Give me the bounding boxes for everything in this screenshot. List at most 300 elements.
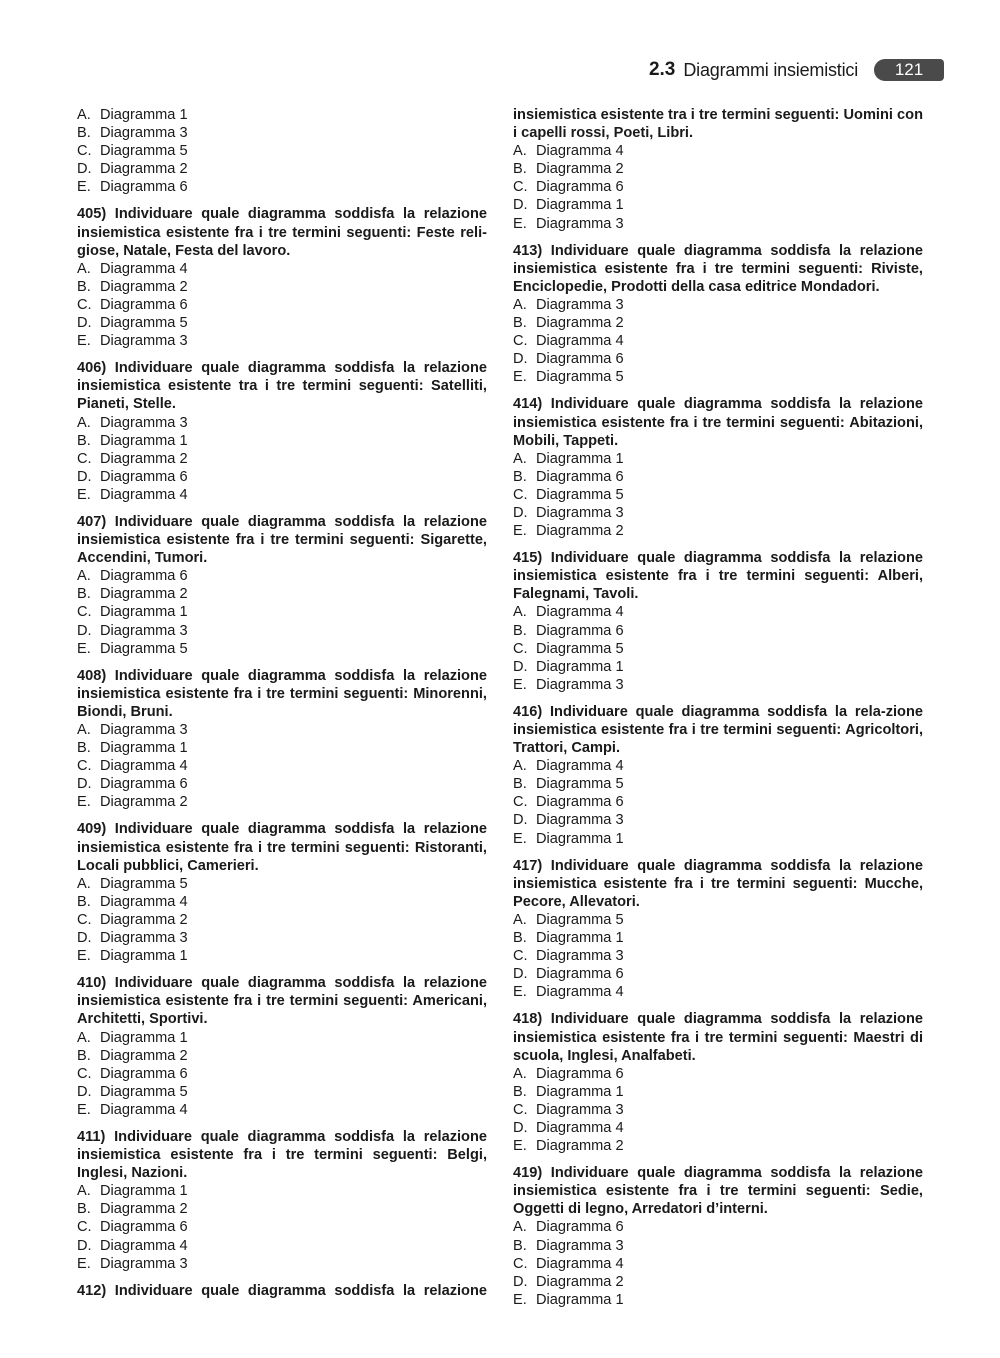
question-block bbox=[77, 205, 487, 350]
option-text: Diagramma 3 bbox=[536, 1101, 624, 1118]
section-title: Diagrammi insiemistici bbox=[683, 59, 858, 80]
option-text: Diagramma 2 bbox=[100, 911, 188, 928]
option-text: Diagramma 6 bbox=[536, 1219, 624, 1236]
option-text: Diagramma 2 bbox=[100, 586, 188, 603]
option-text: Diagramma 5 bbox=[100, 1083, 188, 1100]
option-text: Diagramma 3 bbox=[536, 812, 624, 829]
option-letter: A. bbox=[77, 875, 91, 892]
option-letter: D. bbox=[77, 161, 92, 178]
option-text: Diagramma 2 bbox=[100, 450, 188, 467]
question-text: 407) Individuare quale diagramma soddisfa la relazione insiemistica esistente fra i tre termini seguenti: Sigarette, Accendini, Tumori. bbox=[77, 513, 487, 567]
option-text: Diagramma 4 bbox=[100, 893, 188, 910]
answer-option bbox=[513, 504, 923, 522]
answer-option bbox=[513, 830, 923, 848]
option-text: Diagramma 3 bbox=[536, 1237, 624, 1254]
option-letter: D. bbox=[77, 468, 92, 485]
answer-option bbox=[513, 1255, 923, 1273]
option-letter: B. bbox=[77, 432, 91, 449]
answer-option bbox=[77, 1218, 487, 1236]
answer-options bbox=[77, 721, 487, 811]
answer-option bbox=[77, 1182, 487, 1200]
option-letter: A. bbox=[77, 1183, 91, 1200]
option-letter: B. bbox=[513, 468, 527, 485]
option-letter: A. bbox=[513, 604, 527, 621]
option-text: Diagramma 4 bbox=[100, 486, 188, 503]
option-text: Diagramma 1 bbox=[100, 1029, 188, 1046]
option-letter: E. bbox=[513, 830, 527, 847]
option-letter: E. bbox=[77, 486, 91, 503]
option-letter: B. bbox=[513, 161, 527, 178]
question-text: 415) Individuare quale diagramma soddisfa la relazione insiemistica esistente fra i tre termini seguenti: Alberi, Falegnami, Tavoli. bbox=[513, 550, 923, 603]
answer-option bbox=[77, 296, 487, 314]
option-letter: C. bbox=[513, 948, 528, 965]
answer-option bbox=[77, 432, 487, 450]
option-text: Diagramma 2 bbox=[536, 1273, 624, 1290]
spacer bbox=[513, 848, 923, 857]
option-text: Diagramma 1 bbox=[100, 107, 188, 123]
option-letter: C. bbox=[77, 143, 92, 160]
answer-option bbox=[513, 450, 923, 468]
option-letter: E. bbox=[513, 369, 527, 386]
answer-options bbox=[77, 567, 487, 657]
question-text: 412) Individuare quale diagramma soddisfa la relazione bbox=[77, 1282, 487, 1299]
section-number: 2.3 bbox=[648, 59, 676, 80]
option-letter: E. bbox=[77, 1101, 91, 1118]
answer-option bbox=[513, 196, 923, 214]
option-letter: D. bbox=[513, 658, 528, 675]
answer-option bbox=[77, 1237, 487, 1255]
answer-options bbox=[77, 260, 487, 350]
answer-option bbox=[513, 929, 923, 947]
option-text: Diagramma 1 bbox=[536, 930, 624, 947]
option-text: Diagramma 1 bbox=[100, 432, 188, 449]
question-text: 413) Individuare quale diagramma soddisfa la relazione insiemistica esistente fra i tre termini seguenti: Riviste, Enciclopedie, Prodotti della casa editrice Mondadori. bbox=[513, 242, 923, 295]
option-letter: C. bbox=[77, 604, 92, 621]
option-letter: D. bbox=[513, 1273, 528, 1290]
answer-options bbox=[77, 875, 487, 965]
answer-option bbox=[513, 965, 923, 983]
answer-option bbox=[77, 1029, 487, 1047]
answer-option bbox=[513, 983, 923, 1001]
answer-option bbox=[77, 585, 487, 603]
answer-options bbox=[77, 106, 487, 196]
answer-options bbox=[513, 450, 923, 540]
question-text: 408) Individuare quale diagramma soddisfa la relazione insiemistica esistente fra i tre termini seguenti: Minorenni, Biondi, Bruni. bbox=[77, 667, 487, 720]
option-letter: B. bbox=[77, 586, 91, 603]
question-block bbox=[77, 974, 487, 1119]
spacer bbox=[513, 386, 923, 395]
option-text: Diagramma 5 bbox=[100, 315, 188, 332]
answer-option bbox=[513, 178, 923, 196]
option-text: Diagramma 1 bbox=[100, 740, 188, 757]
option-text: Diagramma 6 bbox=[536, 179, 624, 196]
option-letter: B. bbox=[513, 1237, 527, 1254]
spacer bbox=[77, 350, 487, 359]
option-text: Diagramma 4 bbox=[100, 1237, 188, 1254]
answer-options bbox=[77, 414, 487, 504]
answer-option bbox=[77, 757, 487, 775]
option-letter: E. bbox=[513, 676, 527, 693]
option-text: Diagramma 6 bbox=[536, 966, 624, 983]
option-letter: C. bbox=[513, 333, 528, 350]
question-text: 414) Individuare quale diagramma soddisfa la relazione insiemistica esistente fra i tre termini seguenti: Abitazioni, Mobili, Tappeti. bbox=[513, 396, 923, 449]
option-text: Diagramma 2 bbox=[536, 315, 624, 332]
answer-option bbox=[77, 142, 487, 160]
option-letter: A. bbox=[77, 568, 91, 585]
answer-options bbox=[77, 1182, 487, 1272]
option-text: Diagramma 5 bbox=[100, 640, 188, 657]
answer-option bbox=[77, 1065, 487, 1083]
option-letter: C. bbox=[513, 179, 528, 196]
answer-option bbox=[513, 793, 923, 811]
answer-option bbox=[513, 1083, 923, 1101]
question-text: 406) Individuare quale diagramma soddisfa la relazione insiemistica esistente tra i tre termini seguenti: Satelliti, Pianeti, Stelle. bbox=[77, 360, 487, 413]
option-text: Diagramma 5 bbox=[536, 911, 624, 928]
answer-options bbox=[513, 603, 923, 693]
question-block bbox=[77, 1128, 487, 1273]
right-column bbox=[513, 106, 923, 1309]
answer-option bbox=[513, 775, 923, 793]
option-text: Diagramma 2 bbox=[536, 1138, 624, 1155]
option-text: Diagramma 3 bbox=[100, 930, 188, 947]
question-text: insiemistica esistente tra i tre termini seguenti: Uomini con i capelli rossi, Poeti, Libri. bbox=[513, 107, 923, 142]
question-text: 409) Individuare quale diagramma soddisfa la relazione insiemistica esistente fra i tre termini seguenti: Ristoranti, Locali pubblici, Camerieri. bbox=[77, 821, 487, 874]
option-text: Diagramma 4 bbox=[536, 143, 624, 160]
option-letter: E. bbox=[77, 179, 91, 196]
answer-option bbox=[513, 296, 923, 314]
option-letter: B. bbox=[77, 1047, 91, 1064]
option-letter: E. bbox=[77, 333, 91, 350]
question-text: 417) Individuare quale diagramma soddisfa la relazione insiemistica esistente fra i tre termini seguenti: Mucche, Pecore, Allevatori. bbox=[513, 857, 923, 910]
option-letter: C. bbox=[77, 296, 92, 313]
option-text: Diagramma 6 bbox=[536, 351, 624, 368]
answer-option bbox=[513, 332, 923, 350]
answer-option bbox=[77, 775, 487, 793]
spacer bbox=[513, 694, 923, 703]
question-text: 416) Individuare quale diagramma soddisfa la rela-zione insiemistica esistente fra i tre termini seguenti: Agricoltori, Trattori, Campi. bbox=[513, 703, 923, 757]
option-letter: E. bbox=[513, 1138, 527, 1155]
option-letter: D. bbox=[77, 930, 92, 947]
answer-option bbox=[513, 757, 923, 775]
option-letter: E. bbox=[513, 984, 527, 1001]
option-text: Diagramma 1 bbox=[536, 450, 624, 467]
answer-option bbox=[513, 522, 923, 540]
question-block bbox=[513, 1010, 923, 1155]
option-letter: B. bbox=[513, 1083, 527, 1100]
option-letter: D. bbox=[513, 966, 528, 983]
answer-options bbox=[513, 757, 923, 847]
answer-option bbox=[77, 1083, 487, 1101]
option-letter: E. bbox=[513, 1291, 527, 1308]
option-letter: C. bbox=[77, 911, 92, 928]
option-letter: B. bbox=[77, 125, 91, 142]
option-letter: B. bbox=[513, 622, 527, 639]
answer-options bbox=[513, 1218, 923, 1308]
answer-option bbox=[77, 739, 487, 757]
option-letter: D. bbox=[77, 622, 92, 639]
answer-option bbox=[513, 1273, 923, 1291]
option-letter: A. bbox=[77, 107, 91, 123]
answer-options bbox=[513, 911, 923, 1001]
answer-option bbox=[513, 811, 923, 829]
question-block bbox=[513, 1164, 923, 1309]
option-letter: B. bbox=[513, 930, 527, 947]
spacer bbox=[77, 504, 487, 513]
question-text: 418) Individuare quale diagramma soddisfa la relazione insiemistica esistente fra i tre termini seguenti: Maestri di scuola, Inglesi, Analfabeti. bbox=[513, 1011, 923, 1064]
answer-option bbox=[77, 947, 487, 965]
option-text: Diagramma 6 bbox=[100, 1219, 188, 1236]
answer-option bbox=[77, 911, 487, 929]
answer-option bbox=[77, 567, 487, 585]
option-text: Diagramma 6 bbox=[100, 568, 188, 585]
answer-options bbox=[513, 296, 923, 386]
question-block bbox=[513, 703, 923, 848]
answer-option bbox=[77, 875, 487, 893]
answer-option bbox=[77, 793, 487, 811]
option-letter: B. bbox=[77, 1201, 91, 1218]
spacer bbox=[77, 196, 487, 205]
spacer bbox=[77, 965, 487, 974]
option-text: Diagramma 3 bbox=[536, 296, 624, 313]
option-letter: A. bbox=[513, 450, 527, 467]
option-letter: C. bbox=[513, 486, 528, 503]
option-text: Diagramma 4 bbox=[100, 1101, 188, 1118]
answer-option bbox=[77, 603, 487, 621]
option-text: Diagramma 3 bbox=[100, 622, 188, 639]
option-letter: C. bbox=[513, 794, 528, 811]
option-text: Diagramma 6 bbox=[536, 622, 624, 639]
spacer bbox=[513, 540, 923, 549]
option-letter: A. bbox=[513, 1219, 527, 1236]
question-block bbox=[77, 359, 487, 504]
option-text: Diagramma 3 bbox=[536, 676, 624, 693]
answer-option bbox=[77, 929, 487, 947]
option-letter: A. bbox=[513, 296, 527, 313]
spacer bbox=[77, 658, 487, 667]
option-text: Diagramma 4 bbox=[536, 984, 624, 1001]
answer-option bbox=[77, 160, 487, 178]
answer-option bbox=[513, 947, 923, 965]
option-letter: B. bbox=[77, 278, 91, 295]
answer-option bbox=[513, 676, 923, 694]
option-letter: A. bbox=[513, 143, 527, 160]
question-block bbox=[513, 857, 923, 1002]
option-text: Diagramma 2 bbox=[100, 1047, 188, 1064]
option-text: Diagramma 1 bbox=[536, 658, 624, 675]
answer-option bbox=[77, 486, 487, 504]
option-letter: D. bbox=[513, 351, 528, 368]
option-text: Diagramma 4 bbox=[100, 758, 188, 775]
option-text: Diagramma 4 bbox=[536, 1119, 624, 1136]
spacer bbox=[513, 1001, 923, 1010]
option-letter: D. bbox=[513, 504, 528, 521]
answer-option bbox=[513, 142, 923, 160]
answer-option bbox=[513, 314, 923, 332]
option-text: Diagramma 1 bbox=[536, 1083, 624, 1100]
answer-option bbox=[77, 178, 487, 196]
answer-option bbox=[513, 1065, 923, 1083]
option-letter: B. bbox=[77, 893, 91, 910]
option-letter: E. bbox=[77, 640, 91, 657]
spacer bbox=[77, 1119, 487, 1128]
answer-option bbox=[77, 1101, 487, 1119]
option-text: Diagramma 5 bbox=[100, 143, 188, 160]
answer-option bbox=[513, 1101, 923, 1119]
answer-option bbox=[513, 622, 923, 640]
option-letter: A. bbox=[77, 1029, 91, 1046]
answer-options bbox=[513, 142, 923, 232]
left-column bbox=[77, 106, 487, 1300]
option-text: Diagramma 1 bbox=[536, 830, 624, 847]
spacer bbox=[77, 811, 487, 820]
answer-option bbox=[513, 1119, 923, 1137]
option-text: Diagramma 1 bbox=[100, 604, 188, 621]
answer-options bbox=[77, 1029, 487, 1119]
option-text: Diagramma 1 bbox=[536, 197, 624, 214]
option-text: Diagramma 5 bbox=[536, 776, 624, 793]
option-letter: D. bbox=[77, 1083, 92, 1100]
answer-option bbox=[513, 1137, 923, 1155]
option-text: Diagramma 6 bbox=[100, 296, 188, 313]
answer-option bbox=[513, 160, 923, 178]
answer-option bbox=[77, 893, 487, 911]
option-text: Diagramma 2 bbox=[100, 278, 188, 295]
option-letter: D. bbox=[77, 1237, 92, 1254]
option-text: Diagramma 6 bbox=[536, 1065, 624, 1082]
option-letter: C. bbox=[77, 1219, 92, 1236]
option-letter: E. bbox=[77, 948, 91, 965]
option-text: Diagramma 6 bbox=[100, 1065, 188, 1082]
answer-option bbox=[77, 314, 487, 332]
option-letter: B. bbox=[77, 740, 91, 757]
question-block bbox=[513, 242, 923, 387]
option-text: Diagramma 6 bbox=[100, 776, 188, 793]
question-text: 405) Individuare quale diagramma soddisfa la relazione insiemistica esistente fra i tre termini seguenti: Feste reli-giose, Natale, Festa del lavoro. bbox=[77, 206, 487, 259]
option-letter: C. bbox=[513, 1255, 528, 1272]
option-text: Diagramma 2 bbox=[100, 161, 188, 178]
option-text: Diagramma 1 bbox=[100, 1183, 188, 1200]
answer-option bbox=[513, 350, 923, 368]
question-text: 410) Individuare quale diagramma soddisfa la relazione insiemistica esistente fra i tre termini seguenti: Americani, Architetti, Sportivi. bbox=[77, 975, 487, 1028]
question-text: 411) Individuare quale diagramma soddisfa la relazione insiemistica esistente fra i tre termini seguenti: Belgi, Inglesi, Nazioni. bbox=[77, 1128, 487, 1182]
answer-options bbox=[513, 1065, 923, 1155]
question-block bbox=[77, 513, 487, 658]
option-text: Diagramma 6 bbox=[536, 468, 624, 485]
answer-option bbox=[77, 106, 487, 124]
option-text: Diagramma 3 bbox=[100, 1255, 188, 1272]
option-text: Diagramma 4 bbox=[536, 333, 624, 350]
option-letter: A. bbox=[77, 414, 91, 431]
answer-option bbox=[77, 260, 487, 278]
question-block bbox=[513, 106, 923, 233]
option-letter: E. bbox=[513, 215, 527, 232]
option-text: Diagramma 3 bbox=[536, 215, 624, 232]
option-text: Diagramma 3 bbox=[100, 125, 188, 142]
answer-option bbox=[77, 1047, 487, 1065]
option-text: Diagramma 4 bbox=[536, 758, 624, 775]
option-text: Diagramma 4 bbox=[100, 260, 188, 277]
question-text: 419) Individuare quale diagramma soddisfa la relazione insiemistica esistente fra i tre termini seguenti: Sedie, Oggetti di legno, Arredatori d’interni. bbox=[513, 1165, 923, 1218]
answer-option bbox=[77, 640, 487, 658]
question-block bbox=[513, 549, 923, 694]
option-letter: D. bbox=[77, 776, 92, 793]
question-block bbox=[513, 395, 923, 540]
page-header bbox=[649, 58, 944, 82]
option-letter: C. bbox=[513, 640, 528, 657]
option-text: Diagramma 3 bbox=[100, 414, 188, 431]
option-letter: C. bbox=[513, 1101, 528, 1118]
option-text: Diagramma 1 bbox=[536, 1291, 624, 1308]
option-text: Diagramma 3 bbox=[536, 948, 624, 965]
answer-option bbox=[77, 278, 487, 296]
answer-option bbox=[513, 1237, 923, 1255]
option-letter: A. bbox=[513, 1065, 527, 1082]
option-text: Diagramma 5 bbox=[536, 486, 624, 503]
answer-option bbox=[77, 124, 487, 142]
answer-option bbox=[77, 332, 487, 350]
spacer bbox=[513, 1155, 923, 1164]
answer-option bbox=[77, 450, 487, 468]
option-letter: A. bbox=[77, 260, 91, 277]
option-text: Diagramma 2 bbox=[100, 1201, 188, 1218]
option-letter: C. bbox=[77, 1065, 92, 1082]
answer-option bbox=[513, 640, 923, 658]
answer-option bbox=[513, 603, 923, 621]
answer-option bbox=[77, 1255, 487, 1273]
answer-option bbox=[77, 622, 487, 640]
option-text: Diagramma 6 bbox=[100, 179, 188, 196]
option-text: Diagramma 3 bbox=[100, 722, 188, 738]
answer-option bbox=[513, 368, 923, 386]
question-block bbox=[77, 667, 487, 812]
option-letter: C. bbox=[77, 450, 92, 467]
answer-option bbox=[513, 1291, 923, 1309]
question-block bbox=[77, 820, 487, 965]
option-text: Diagramma 1 bbox=[100, 948, 188, 965]
option-letter: A. bbox=[513, 911, 527, 928]
option-letter: B. bbox=[513, 776, 527, 793]
option-text: Diagramma 5 bbox=[536, 369, 624, 386]
option-letter: D. bbox=[513, 197, 528, 214]
option-text: Diagramma 6 bbox=[536, 794, 624, 811]
option-text: Diagramma 2 bbox=[536, 523, 624, 540]
option-letter: A. bbox=[77, 722, 91, 738]
answer-option bbox=[77, 468, 487, 486]
option-text: Diagramma 3 bbox=[100, 333, 188, 350]
answer-option bbox=[513, 658, 923, 676]
page-number-badge: 121 bbox=[874, 59, 944, 81]
option-text: Diagramma 4 bbox=[536, 1255, 624, 1272]
spacer bbox=[77, 1273, 487, 1282]
option-letter: E. bbox=[77, 794, 91, 811]
option-letter: A. bbox=[513, 758, 527, 775]
option-text: Diagramma 2 bbox=[536, 161, 624, 178]
option-letter: D. bbox=[77, 315, 92, 332]
answer-option bbox=[513, 468, 923, 486]
option-text: Diagramma 5 bbox=[536, 640, 624, 657]
answer-option bbox=[77, 721, 487, 739]
option-letter: D. bbox=[513, 1119, 528, 1136]
answer-option bbox=[77, 1200, 487, 1218]
option-text: Diagramma 6 bbox=[100, 468, 188, 485]
answer-option bbox=[513, 486, 923, 504]
option-text: Diagramma 5 bbox=[100, 875, 188, 892]
answer-option bbox=[513, 911, 923, 929]
answer-option bbox=[513, 1218, 923, 1236]
option-letter: B. bbox=[513, 315, 527, 332]
option-text: Diagramma 3 bbox=[536, 504, 624, 521]
option-letter: E. bbox=[77, 1255, 91, 1272]
